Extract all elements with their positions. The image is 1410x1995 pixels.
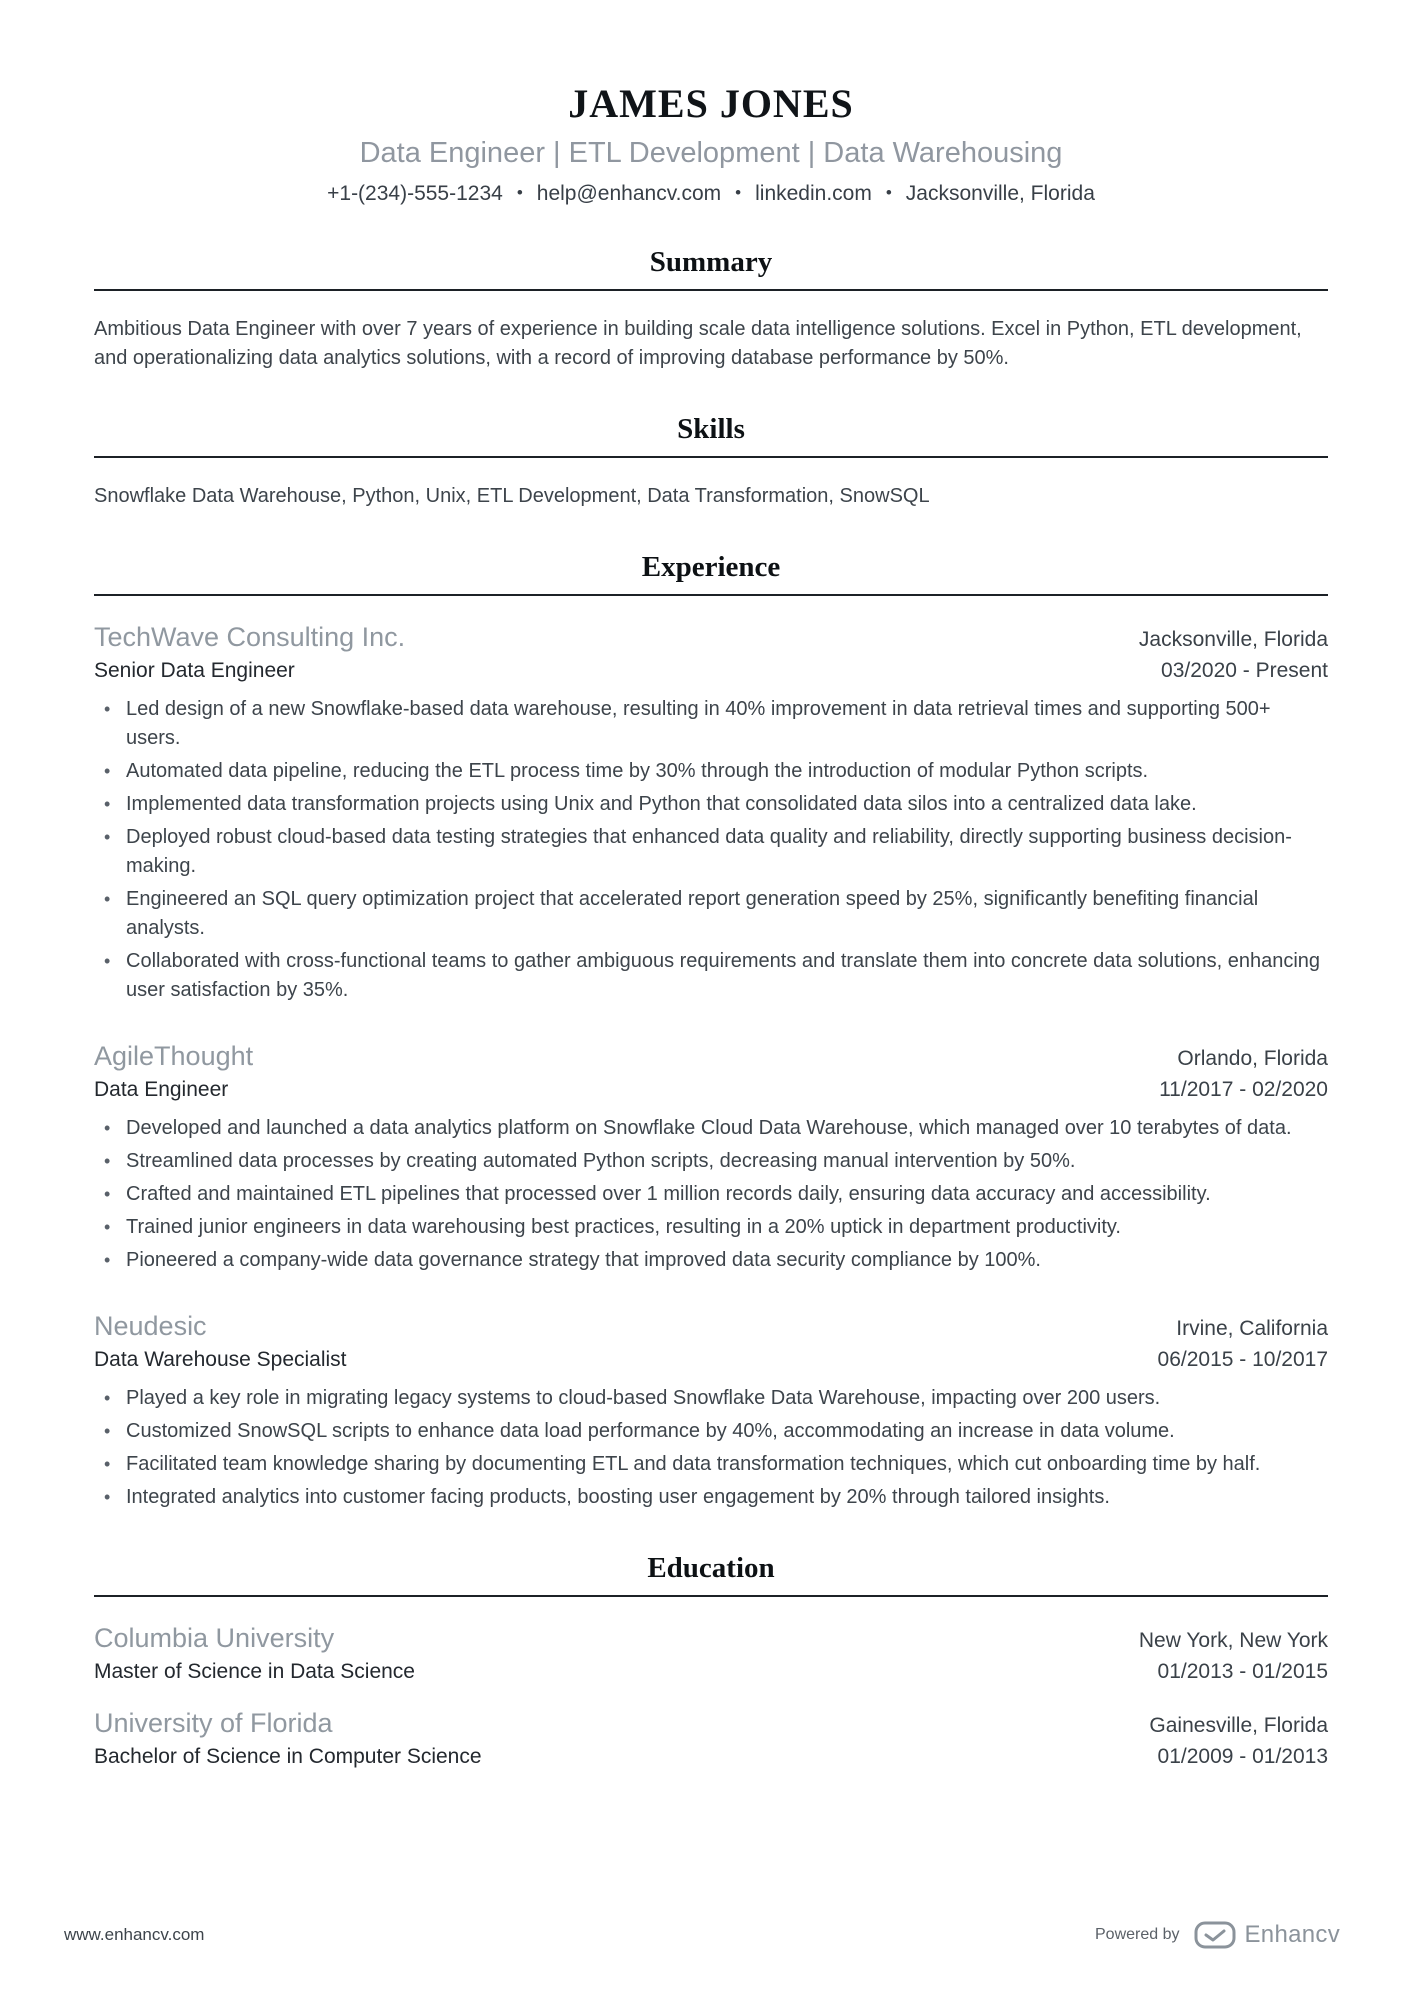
entry-dates: 03/2020 - Present xyxy=(1161,659,1328,682)
skills-text: Snowflake Data Warehouse, Python, Unix, ETL Development, Data Transformation, SnowSQL xyxy=(94,485,930,507)
entry-dates: 01/2009 - 01/2013 xyxy=(1157,1745,1328,1768)
school-name: Columbia University xyxy=(94,1623,335,1653)
entry-header-row xyxy=(94,622,1328,653)
experience-entry xyxy=(94,622,1328,1005)
section-divider xyxy=(94,289,1328,291)
entry-location: Gainesville, Florida xyxy=(1149,1714,1328,1737)
company-name: TechWave Consulting Inc. xyxy=(94,622,406,652)
page-footer xyxy=(64,1920,1340,1950)
entry-role-row xyxy=(94,1078,1328,1102)
section-divider xyxy=(94,456,1328,458)
entry-role-row xyxy=(94,659,1328,683)
skills-heading: Skills xyxy=(677,413,745,445)
entry-degree-row xyxy=(94,1660,1328,1684)
entry-degree-row xyxy=(94,1745,1328,1769)
summary-section xyxy=(94,246,1328,373)
company-name: Neudesic xyxy=(94,1311,207,1341)
skills-section xyxy=(94,413,1328,511)
bullet-item: • Developed and launched a data analytics platform on Snowflake Cloud Data Warehouse, which managed over 10 terabytes of data. xyxy=(94,1114,1328,1143)
bullet-item: • Engineered an SQL query optimization project that accelerated report generation speed by 25%, significantly benefiting financial analysts. xyxy=(94,885,1328,943)
bullet-item: • Integrated analytics into customer facing products, boosting user engagement by 20% through tailored insights. xyxy=(94,1483,1328,1512)
bullet-item: • Trained junior engineers in data warehousing best practices, resulting in a 20% uptick in department productivity. xyxy=(94,1213,1328,1242)
experience-entry xyxy=(94,1311,1328,1512)
education-heading: Education xyxy=(647,1552,775,1584)
entry-location: Jacksonville, Florida xyxy=(1138,628,1328,651)
degree-name: Bachelor of Science in Computer Science xyxy=(94,1745,482,1768)
summary-heading: Summary xyxy=(649,246,773,278)
bullet-item: • Streamlined data processes by creating automated Python scripts, decreasing manual intervention by 50%. xyxy=(94,1147,1328,1176)
summary-text: Ambitious Data Engineer with over 7 years of experience in building scale data intelligence solutions. Excel in Python, ETL development, and operationalizing data analytics solutions, with a record of improving database performance by 50%. xyxy=(94,318,1302,369)
entry-location: Orlando, Florida xyxy=(1177,1047,1328,1070)
entry-header-row xyxy=(94,1041,1328,1072)
entry-header-row xyxy=(94,1623,1328,1654)
contact-location: • Jacksonville, Florida xyxy=(872,182,1095,206)
entry-role-row xyxy=(94,1348,1328,1372)
candidate-title: Data Engineer | ETL Development | Data Warehousing xyxy=(359,137,1063,169)
bullet-item: • Automated data pipeline, reducing the ETL process time by 30% through the introduction of modular Python scripts. xyxy=(94,757,1328,786)
education-entry xyxy=(94,1623,1328,1684)
bullet-list xyxy=(94,1384,1328,1512)
enhancv-url: www.enhancv.com xyxy=(64,1925,205,1944)
bullet-item: • Crafted and maintained ETL pipelines that processed over 1 million records daily, ensuring data accuracy and accessibility. xyxy=(94,1180,1328,1209)
entry-header-row xyxy=(94,1708,1328,1739)
entry-dates: 06/2015 - 10/2017 xyxy=(1157,1348,1328,1371)
bullet-item: • Led design of a new Snowflake-based data warehouse, resulting in 40% improvement in data retrieval times and supporting 500+ users. xyxy=(94,695,1328,753)
enhancv-brand-name: Enhancv xyxy=(1244,1921,1340,1948)
powered-by-brand xyxy=(1095,1920,1340,1950)
experience-heading: Experience xyxy=(641,551,781,583)
experience-entry xyxy=(94,1041,1328,1275)
entry-header-row xyxy=(94,1311,1328,1342)
contact-phone: +1-(234)-555-1234 xyxy=(327,182,503,205)
bullet-item: • Played a key role in migrating legacy systems to cloud-based Snowflake Data Warehouse, impacting over 200 users. xyxy=(94,1384,1328,1413)
contact-website: • linkedin.com xyxy=(721,182,872,206)
education-section xyxy=(94,1552,1328,1769)
section-divider xyxy=(94,1595,1328,1597)
enhancv-logo-icon xyxy=(1194,1920,1236,1950)
entry-dates: 01/2013 - 01/2015 xyxy=(1157,1660,1328,1683)
job-title: Data Engineer xyxy=(94,1078,229,1101)
education-entry xyxy=(94,1708,1328,1769)
entry-location: New York, New York xyxy=(1138,1629,1328,1652)
contact-email: • help@enhancv.com xyxy=(503,182,721,206)
experience-section xyxy=(94,551,1328,1512)
bullet-item: • Collaborated with cross-functional teams to gather ambiguous requirements and translate them into concrete data solutions, enhancing user satisfaction by 35%. xyxy=(94,947,1328,1005)
bullet-item: • Deployed robust cloud-based data testing strategies that enhanced data quality and reliability, directly supporting business decision-making. xyxy=(94,823,1328,881)
resume-header xyxy=(94,80,1328,206)
bullet-list xyxy=(94,1114,1328,1275)
job-title: Senior Data Engineer xyxy=(94,659,295,682)
section-divider xyxy=(94,594,1328,596)
school-name: University of Florida xyxy=(94,1708,333,1738)
bullet-item: • Customized SnowSQL scripts to enhance data load performance by 40%, accommodating an increase in data volume. xyxy=(94,1417,1328,1446)
candidate-name: JAMES JONES xyxy=(568,81,854,126)
powered-by-label: Powered by xyxy=(1095,1926,1180,1943)
entry-dates: 11/2017 - 02/2020 xyxy=(1159,1078,1328,1101)
bullet-list xyxy=(94,695,1328,1005)
job-title: Data Warehouse Specialist xyxy=(94,1348,347,1371)
degree-name: Master of Science in Data Science xyxy=(94,1660,415,1683)
entry-location: Irvine, California xyxy=(1176,1317,1328,1340)
company-name: AgileThought xyxy=(94,1041,254,1071)
bullet-item: • Implemented data transformation projects using Unix and Python that consolidated data silos into a centralized data lake. xyxy=(94,790,1328,819)
bullet-item: • Pioneered a company-wide data governance strategy that improved data security compliance by 100%. xyxy=(94,1246,1328,1275)
bullet-item: • Facilitated team knowledge sharing by documenting ETL and data transformation techniques, which cut onboarding time by half. xyxy=(94,1450,1328,1479)
contact-line xyxy=(94,182,1328,206)
